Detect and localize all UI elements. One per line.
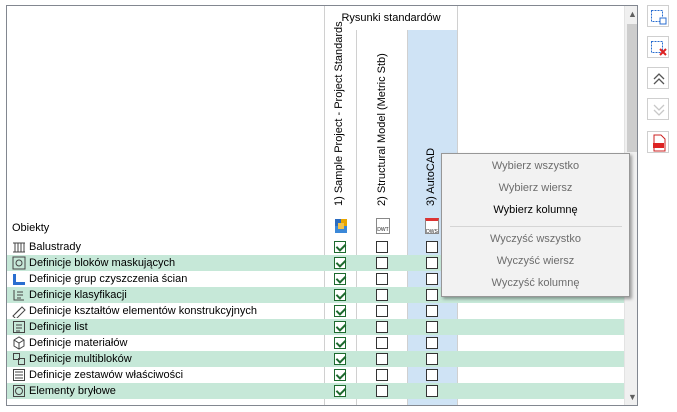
menu-separator: [450, 226, 622, 227]
column-header-1[interactable]: 1) Sample Project - Project Standards: [333, 21, 345, 206]
row-checkbox[interactable]: [376, 385, 388, 397]
row-checkbox[interactable]: [376, 289, 388, 301]
table-row[interactable]: [7, 383, 624, 399]
menu-item-select-row[interactable]: Wybierz wiersz: [498, 182, 573, 194]
row-label: Definicje klasyfikacji: [29, 289, 127, 301]
row-checkbox[interactable]: [426, 321, 438, 333]
row-checkbox[interactable]: [426, 305, 438, 317]
table-row[interactable]: [7, 335, 624, 351]
row-label: Definicje multibloków: [29, 353, 132, 365]
multiblock-icon: [12, 352, 26, 366]
row-label: Elementy bryłowe: [29, 385, 116, 397]
row-checkbox[interactable]: [426, 353, 438, 365]
remove-drawing-icon: [650, 39, 668, 57]
row-checkbox[interactable]: [426, 273, 438, 285]
add-drawing-button[interactable]: [647, 5, 669, 27]
row-checkbox[interactable]: [376, 353, 388, 365]
column-header-3[interactable]: 3) AutoCAD: [425, 147, 437, 206]
row-checkbox[interactable]: [426, 289, 438, 301]
move-down-button[interactable]: [647, 98, 669, 120]
row-label: Definicje materiałów: [29, 337, 128, 349]
row-checkbox[interactable]: [334, 337, 346, 349]
table-row[interactable]: [7, 351, 624, 367]
context-menu: [441, 153, 630, 297]
member-shape-icon: [12, 304, 26, 318]
add-drawing-icon: [650, 8, 668, 26]
list-definition-icon: [12, 320, 26, 334]
row-checkbox[interactable]: [426, 337, 438, 349]
row-checkbox[interactable]: [376, 241, 388, 253]
table-row[interactable]: [7, 367, 624, 383]
scroll-down-icon[interactable]: ▼: [628, 392, 637, 402]
row-checkbox[interactable]: [334, 353, 346, 365]
table-row[interactable]: [7, 319, 624, 335]
row-checkbox[interactable]: [334, 321, 346, 333]
row-checkbox[interactable]: [426, 385, 438, 397]
menu-item-clear-column[interactable]: Wyczyść kolumnę: [491, 277, 580, 289]
pdf-report-icon: [650, 134, 668, 152]
row-checkbox[interactable]: [334, 289, 346, 301]
row-checkbox[interactable]: [426, 241, 438, 253]
row-label: Definicje bloków maskujących: [29, 257, 176, 269]
railing-icon: [12, 240, 26, 254]
property-set-icon: [12, 368, 26, 382]
row-checkbox[interactable]: [426, 257, 438, 269]
move-up-button[interactable]: [647, 67, 669, 89]
dws-file-icon: DWS: [425, 218, 439, 234]
column-header-2[interactable]: 2) Structural Model (Metric Stb): [376, 53, 388, 206]
scrollbar-thumb[interactable]: [627, 24, 638, 152]
dwt-file-icon: DWT: [376, 218, 390, 234]
menu-item-clear-all[interactable]: Wyczyść wszystko: [490, 233, 581, 245]
classification-icon: [12, 288, 26, 302]
table-row[interactable]: [7, 303, 624, 319]
objects-header: Obiekty: [12, 222, 50, 234]
move-down-icon: [650, 101, 668, 119]
row-checkbox[interactable]: [376, 337, 388, 349]
row-label: Definicje zestawów właściwości: [29, 369, 184, 381]
menu-item-clear-row[interactable]: Wyczyść wiersz: [496, 255, 575, 267]
mask-block-icon: [12, 256, 26, 270]
row-checkbox[interactable]: [334, 369, 346, 381]
row-checkbox[interactable]: [334, 273, 346, 285]
scroll-up-icon[interactable]: ▲: [628, 9, 637, 19]
row-label: Definicje grup czyszczenia ścian: [29, 273, 188, 285]
project-standards-icon: [334, 218, 348, 234]
row-checkbox[interactable]: [376, 305, 388, 317]
menu-item-select-all[interactable]: Wybierz wszystko: [491, 160, 580, 172]
row-checkbox[interactable]: [376, 321, 388, 333]
row-label: Balustrady: [29, 241, 81, 253]
mass-element-icon: [12, 384, 26, 398]
material-icon: [12, 336, 26, 350]
remove-drawing-button[interactable]: [647, 36, 669, 58]
move-up-icon: [650, 70, 668, 88]
row-label: Definicje list: [29, 321, 88, 333]
row-checkbox[interactable]: [334, 257, 346, 269]
menu-item-select-column[interactable]: Wybierz kolumnę: [493, 204, 578, 216]
pdf-report-button[interactable]: [647, 131, 669, 153]
wall-cleanup-icon: [12, 272, 26, 286]
group-title: Rysunki standardów: [341, 12, 441, 24]
row-checkbox[interactable]: [334, 305, 346, 317]
row-checkbox[interactable]: [376, 257, 388, 269]
row-checkbox[interactable]: [334, 241, 346, 253]
row-checkbox[interactable]: [376, 273, 388, 285]
row-checkbox[interactable]: [376, 369, 388, 381]
row-checkbox[interactable]: [334, 385, 346, 397]
row-label: Definicje kształtów elementów konstrukcyjnych: [29, 305, 258, 317]
row-checkbox[interactable]: [426, 369, 438, 381]
